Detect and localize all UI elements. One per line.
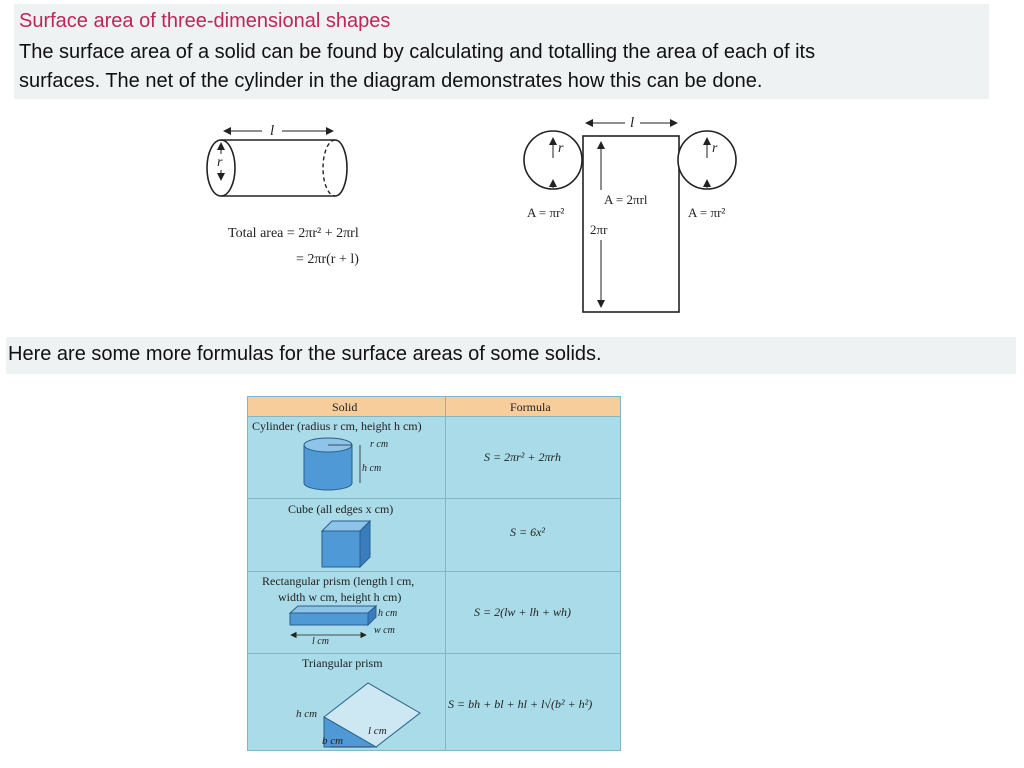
header-solid: Solid [332,400,358,414]
tri-prism-formula: S = bh + bl + hl + l√(b² + h²) [448,697,593,711]
tri-prism-height-annotation: h cm [296,708,318,720]
formulas-intro-box [6,337,1016,374]
rectangle-area: A = 2πrl [604,192,648,207]
row-rect-prism-label-2: width w cm, height h cm) [278,590,402,604]
net-right-radius-label: r [712,141,718,156]
cylinder-formula: S = 2πr² + 2πrh [484,450,561,464]
row-divider [248,498,620,499]
total-area-line-2: = 2πr(r + l) [296,252,359,267]
cylinder-net-diagram [0,100,1024,335]
column-divider [445,397,446,750]
tri-prism-base-annotation: b cm [322,735,344,747]
tri-prism-length-annotation: l cm [368,725,387,737]
net-length-label: l [630,115,635,131]
formulas-intro: Here are some more formulas for the surface areas of some solids. [8,343,602,365]
right-circle-area: A = πr² [688,205,726,220]
cube-solid-icon [318,519,378,569]
row-tri-prism-label: Triangular prism [302,656,383,670]
rect-prism-height-annotation: h cm [378,608,398,619]
intro-line-1: The surface area of a solid can be found by calculating and totalling the area of each of its [19,41,816,63]
row-cube-label: Cube (all edges x cm) [288,502,394,516]
intro-box [14,4,989,99]
cube-formula: S = 6x² [510,525,546,539]
row-divider [248,653,620,654]
rect-prism-length-annotation: l cm [312,636,329,647]
surface-area-table [247,396,621,751]
cylinder-shape [207,131,347,196]
cylinder-radius-label: r [217,155,223,170]
rectangular-prism-icon [286,605,386,651]
row-rect-prism-label-1: Rectangular prism (length l cm, [262,574,415,588]
intro-line-2: surfaces. The net of the cylinder in the diagram demonstrates how this can be done. [19,70,763,92]
cylinder-length-label: l [270,123,275,139]
net-left-radius-label: r [558,141,564,156]
rect-prism-formula: S = 2(lw + lh + wh) [474,605,571,619]
left-circle-area: A = πr² [527,205,565,220]
rect-prism-width-annotation: w cm [374,625,395,636]
row-cylinder-label: Cylinder (radius r cm, height h cm) [252,419,422,433]
total-area-line-1: Total area = 2πr² + 2πrl [228,226,359,241]
row-divider [248,571,620,572]
cylinder-height-annotation: h cm [362,463,382,474]
circumference-label: 2πr [590,222,608,237]
cylinder-radius-annotation: r cm [370,439,389,450]
table-header [248,397,620,417]
header-formula: Formula [510,400,551,414]
section-title: Surface area of three-dimensional shapes [19,10,391,32]
